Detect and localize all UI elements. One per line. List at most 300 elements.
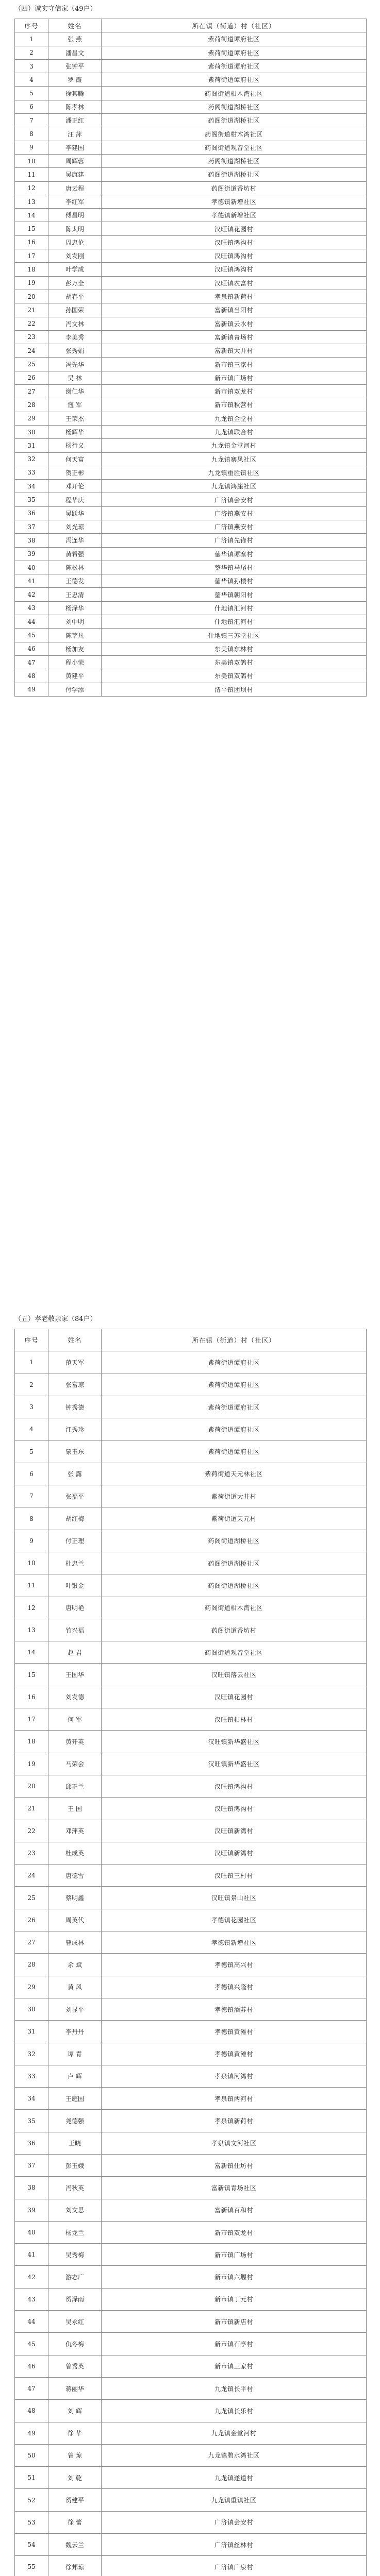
table-row [15,2288,367,2310]
row-address: 汉旺镇鸿沟村 [102,1775,367,1797]
table-row [15,642,367,655]
row-name: 吴 林 [48,371,102,384]
row-address: 汉旺镇新湾村 [102,1820,367,1842]
table-row [15,629,367,642]
row-name: 黄开英 [48,1731,102,1753]
table-row [15,561,367,574]
row-address: 汉旺镇鸿沟村 [102,1798,367,1820]
row-address: 汉旺镇新华盛社区 [102,1731,367,1753]
row-address: 药阁街道香坊村 [102,1619,367,1641]
table-row [15,358,367,371]
row-index: 16 [15,235,48,249]
row-address: 紫荷街道谭府社区 [102,1440,367,1463]
row-name: 何 军 [48,1708,102,1731]
row-name: 唐明艳 [48,1597,102,1619]
row-index: 21 [15,1798,48,1820]
row-index: 45 [15,629,48,642]
row-address: 九龙镇金堂河村 [102,2422,367,2444]
row-name: 汪 萍 [48,127,102,141]
row-address: 新市镇双龙村 [102,385,367,398]
row-index: 19 [15,1753,48,1775]
row-name: 罗 霞 [48,73,102,87]
row-name: 张 燕 [48,32,102,46]
table-row [15,493,367,506]
table-row [15,1998,367,2020]
table-row [15,2311,367,2333]
row-name: 王晓 [48,2132,102,2154]
row-address: 新市镇新店村 [102,2311,367,2333]
row-index: 28 [15,398,48,412]
row-index: 13 [15,195,48,208]
table-row [15,1708,367,1731]
row-address: 药阁街道湖桥社区 [102,1574,367,1597]
row-index: 34 [15,480,48,493]
table-row [15,235,367,249]
row-index: 25 [15,1887,48,1909]
filial-families-table [14,1329,367,2576]
row-index: 50 [15,2444,48,2466]
row-address: 新市镇三家村 [102,358,367,371]
row-name: 黄 风 [48,1976,102,1998]
row-address: 九龙镇寨凤社区 [102,452,367,466]
row-address: 孝泉镇河湾村 [102,2065,367,2087]
table-row [15,2088,367,2110]
row-address: 什地镇汇河村 [102,615,367,629]
row-index: 4 [15,73,48,87]
row-index: 22 [15,317,48,330]
row-name: 胡春平 [48,290,102,303]
row-name: 王德发 [48,574,102,588]
row-index: 31 [15,439,48,452]
row-name: 曾 琼 [48,2444,102,2466]
row-index: 37 [15,520,48,533]
row-name: 魏云兰 [48,2534,102,2556]
row-address: 汉旺镇鸿沟村 [102,249,367,263]
row-name: 刘 乾 [48,2467,102,2489]
row-name: 张 露 [48,1463,102,1485]
row-address: 富新镇青场社区 [102,2177,367,2199]
row-name: 游志广 [48,2266,102,2288]
row-name: 程华庆 [48,493,102,506]
row-name: 李红军 [48,195,102,208]
row-name: 孙国荣 [48,303,102,317]
row-index: 21 [15,303,48,317]
row-address: 广济镇会安村 [102,2511,367,2533]
row-index: 8 [15,127,48,141]
row-address: 汉旺镇新华盛社区 [102,1753,367,1775]
row-address: 新市镇六堰村 [102,2266,367,2288]
row-index: 10 [15,1552,48,1574]
row-address: 孝德镇新增社区 [102,1931,367,1954]
row-index: 23 [15,1842,48,1864]
row-index: 37 [15,2154,48,2176]
row-address: 孝泉镇新荷村 [102,2110,367,2132]
row-name: 赵 君 [48,1641,102,1664]
row-address: 蓥华镇朝阳村 [102,588,367,601]
row-address: 孝德镇黄滩村 [102,2021,367,2043]
row-address: 孝德镇新增社区 [102,195,367,208]
row-index: 5 [15,87,48,100]
table-row [15,1909,367,1931]
row-index: 46 [15,642,48,655]
row-name: 王荣杰 [48,412,102,425]
row-name: 叶银金 [48,1574,102,1597]
table-row [15,344,367,358]
row-name: 彭玉娥 [48,2154,102,2176]
row-address: 紫荷街道谭府社区 [102,1374,367,1396]
table-row [15,2422,367,2444]
table-row [15,2534,367,2556]
row-name: 李建国 [48,141,102,154]
row-index: 44 [15,2311,48,2333]
row-name: 王忠清 [48,588,102,601]
table-row [15,2511,367,2533]
header-name: 姓名 [48,19,102,32]
section-title-filial-families: （五）孝老敬亲家（84户） [14,1315,97,1323]
row-name: 王 国 [48,1798,102,1820]
row-index: 33 [15,2065,48,2087]
row-index: 15 [15,222,48,235]
row-index: 52 [15,2489,48,2511]
row-name: 付正理 [48,1530,102,1552]
row-index: 14 [15,209,48,222]
table-row [15,114,367,127]
row-index: 51 [15,2467,48,2489]
row-index: 49 [15,2422,48,2444]
row-index: 14 [15,1641,48,1664]
row-name: 蒙玉东 [48,1440,102,1463]
row-index: 29 [15,412,48,425]
table-row [15,2333,367,2355]
row-index: 48 [15,2400,48,2422]
row-name: 陈孝林 [48,100,102,113]
table-row [15,2467,367,2489]
row-index: 28 [15,1954,48,1976]
row-address: 药阁街道柑木湾社区 [102,87,367,100]
row-address: 汉旺镇新湾村 [102,1842,367,1864]
table-row [15,2021,367,2043]
row-address: 紫荷街道谭府社区 [102,1396,367,1418]
row-name: 杨泽华 [48,601,102,615]
row-name: 潘正红 [48,114,102,127]
row-index: 17 [15,1708,48,1731]
row-name: 胡红梅 [48,1507,102,1530]
row-name: 寇 军 [48,398,102,412]
row-index: 23 [15,330,48,344]
row-address: 九龙镇重胜镇社区 [102,466,367,479]
row-name: 潘昌文 [48,46,102,59]
row-name: 蔡明鑫 [48,1887,102,1909]
row-index: 54 [15,2534,48,2556]
row-address: 富新镇仕坊村 [102,2154,367,2176]
row-index: 46 [15,2355,48,2377]
row-address: 药阁街道香坊村 [102,181,367,195]
row-name: 余 斌 [48,1954,102,1976]
row-address: 药阁街道湖桥社区 [102,100,367,113]
row-name: 黄希强 [48,547,102,561]
table-header-row [15,1329,367,1351]
table-row [15,263,367,276]
row-index: 1 [15,1351,48,1374]
row-name: 何天富 [48,452,102,466]
row-address: 新市镇广场村 [102,371,367,384]
row-index: 35 [15,2110,48,2132]
row-address: 广济镇会安村 [102,493,367,506]
row-name: 黄建平 [48,669,102,683]
row-index: 53 [15,2511,48,2533]
row-index: 9 [15,141,48,154]
row-index: 11 [15,1574,48,1597]
table-row [15,574,367,588]
row-name: 贺正彬 [48,466,102,479]
row-name: 张富琼 [48,1374,102,1396]
row-index: 47 [15,655,48,669]
row-index: 6 [15,100,48,113]
row-address: 新市镇双龙村 [102,2221,367,2243]
row-address: 什地镇三苏堂社区 [102,629,367,642]
table-row [15,317,367,330]
table-row [15,480,367,493]
table-row [15,452,367,466]
table-row [15,330,367,344]
table-row [15,588,367,601]
row-name: 叶学成 [48,263,102,276]
row-address: 药阁街道柑木湾社区 [102,1597,367,1619]
row-index: 32 [15,452,48,466]
row-index: 1 [15,32,48,46]
table-row [15,209,367,222]
row-index: 41 [15,574,48,588]
row-index: 36 [15,506,48,520]
row-name: 刘光琼 [48,520,102,533]
row-address: 孝德镇兴隆村 [102,1976,367,1998]
row-address: 汉旺镇落云社区 [102,1664,367,1686]
row-name: 贺泽雨 [48,2288,102,2310]
row-name: 吴康建 [48,168,102,181]
table-row [15,1775,367,1797]
row-name: 付学添 [48,683,102,696]
row-index: 12 [15,181,48,195]
row-name: 王庭国 [48,2088,102,2110]
table-header-row [15,19,367,32]
table-row [15,2355,367,2377]
table-row [15,1820,367,1842]
table-row [15,412,367,425]
row-index: 10 [15,154,48,167]
row-address: 九龙镇重镇社区 [102,2489,367,2511]
row-name: 唐云程 [48,181,102,195]
row-address: 蓥华镇孙楼村 [102,574,367,588]
row-index: 16 [15,1686,48,1708]
row-address: 九龙镇碧水湾社区 [102,2444,367,2466]
row-name: 吴跃华 [48,506,102,520]
header-name: 姓名 [48,1329,102,1351]
row-index: 27 [15,385,48,398]
table-row [15,1440,367,1463]
row-address: 汉旺镇鸿沟村 [102,263,367,276]
table-row [15,195,367,208]
row-address: 清平镇团坝村 [102,683,367,696]
table-row [15,1931,367,1954]
row-address: 紫荷街道大井村 [102,1485,367,1507]
table-row [15,1664,367,1686]
row-address: 孝德镇酒苏村 [102,1998,367,2020]
row-name: 刘 辉 [48,2400,102,2422]
row-name: 刘显平 [48,1998,102,2020]
row-name: 程小荣 [48,655,102,669]
table-row [15,100,367,113]
table-row [15,2556,367,2576]
row-name: 尧德强 [48,2110,102,2132]
row-address: 药阁街道湖桥社区 [102,154,367,167]
row-name: 卢 辉 [48,2065,102,2087]
row-name: 吴永红 [48,2311,102,2333]
row-name: 范天军 [48,1351,102,1374]
row-index: 27 [15,1931,48,1954]
table-row [15,1976,367,1998]
row-address: 孝泉镇两河村 [102,2088,367,2110]
table-row [15,2266,367,2288]
header-address: 所在镇（街道）村（社区） [102,19,367,32]
row-address: 九龙镇长乐村 [102,2400,367,2422]
table-row [15,141,367,154]
table-row [15,2244,367,2266]
row-address: 药阁街道柑木湾社区 [102,127,367,141]
table-row [15,683,367,696]
table-row [15,466,367,479]
row-name: 杜忠兰 [48,1552,102,1574]
table-row [15,398,367,412]
row-index: 8 [15,1507,48,1530]
row-address: 紫荷街道谭府社区 [102,59,367,73]
row-address: 孝德镇新增社区 [102,209,367,222]
row-name: 陈太明 [48,222,102,235]
row-index: 42 [15,588,48,601]
row-address: 广济镇燕安村 [102,506,367,520]
row-address: 紫荷街道天元村 [102,1507,367,1530]
row-address: 九龙镇长平村 [102,2377,367,2399]
row-name: 刘文思 [48,2199,102,2221]
row-name: 邱正兰 [48,1775,102,1797]
row-name: 仇冬梅 [48,2333,102,2355]
row-address: 新市镇石亭村 [102,2333,367,2355]
row-index: 42 [15,2266,48,2288]
row-name: 冯先华 [48,358,102,371]
section-title-honest-families: （四）诚实守信家（49户） [14,5,97,13]
table-row [15,1842,367,1864]
row-index: 36 [15,2132,48,2154]
table-row [15,1351,367,1374]
row-name: 周辉蓉 [48,154,102,167]
table-row [15,222,367,235]
table-row [15,1686,367,1708]
row-address: 富新镇百和村 [102,2199,367,2221]
row-index: 30 [15,1998,48,2020]
row-name: 江秀珍 [48,1418,102,1440]
table-row [15,1418,367,1440]
row-index: 30 [15,425,48,438]
table-row [15,1374,367,1396]
row-index: 22 [15,1820,48,1842]
table-row [15,168,367,181]
row-index: 43 [15,601,48,615]
table-row [15,520,367,533]
table-row [15,303,367,317]
row-address: 紫荷街道谭府社区 [102,46,367,59]
row-index: 35 [15,493,48,506]
row-address: 紫荷街道谭府社区 [102,1351,367,1374]
table-row [15,127,367,141]
row-name: 谭 青 [48,2043,102,2065]
row-index: 9 [15,1530,48,1552]
row-address: 广济镇燕安村 [102,520,367,533]
row-address: 九龙镇金堂村 [102,412,367,425]
row-address: 新市镇秋营村 [102,398,367,412]
row-index: 3 [15,1396,48,1418]
table-row [15,655,367,669]
row-address: 紫荷街道天元林社区 [102,1463,367,1485]
row-name: 邓萍英 [48,1820,102,1842]
table-row [15,1865,367,1887]
row-address: 药阁街道湖桥社区 [102,168,367,181]
row-name: 张钟平 [48,59,102,73]
row-name: 冯文林 [48,317,102,330]
table-row [15,615,367,629]
row-index: 25 [15,358,48,371]
table-row [15,59,367,73]
table-row [15,385,367,398]
table-row [15,534,367,547]
row-name: 徐邦琼 [48,2556,102,2576]
row-index: 26 [15,371,48,384]
row-index: 19 [15,276,48,290]
row-address: 汉旺镇柑林村 [102,1708,367,1731]
table-row [15,154,367,167]
row-index: 20 [15,1775,48,1797]
row-name: 贺建平 [48,2489,102,2511]
row-name: 曹成林 [48,1931,102,1954]
row-name: 杨辉华 [48,425,102,438]
row-index: 38 [15,534,48,547]
row-name: 杨龙兰 [48,2221,102,2243]
row-name: 邓开伦 [48,480,102,493]
row-index: 7 [15,114,48,127]
row-index: 48 [15,669,48,683]
row-name: 陈莘凡 [48,629,102,642]
row-address: 九龙镇鸿崖社区 [102,480,367,493]
row-address: 九龙镇金堂河村 [102,439,367,452]
table-row [15,1463,367,1485]
row-address: 药阁街道观音堂社区 [102,1641,367,1664]
row-address: 九龙镇遂道村 [102,2467,367,2489]
row-address: 新市镇广场村 [102,2244,367,2266]
row-name: 张秀娟 [48,344,102,358]
row-name: 王国华 [48,1664,102,1686]
row-name: 刘发德 [48,1686,102,1708]
row-address: 富新镇云水村 [102,317,367,330]
row-address: 东美镇东林村 [102,642,367,655]
row-name: 竹兴福 [48,1619,102,1641]
table-row [15,249,367,263]
table-row [15,1753,367,1775]
row-address: 东美镇双鸽村 [102,655,367,669]
row-index: 4 [15,1418,48,1440]
table-row [15,32,367,46]
row-name: 钟秀德 [48,1396,102,1418]
row-index: 31 [15,2021,48,2043]
table-row [15,2043,367,2065]
table-row [15,1597,367,1619]
